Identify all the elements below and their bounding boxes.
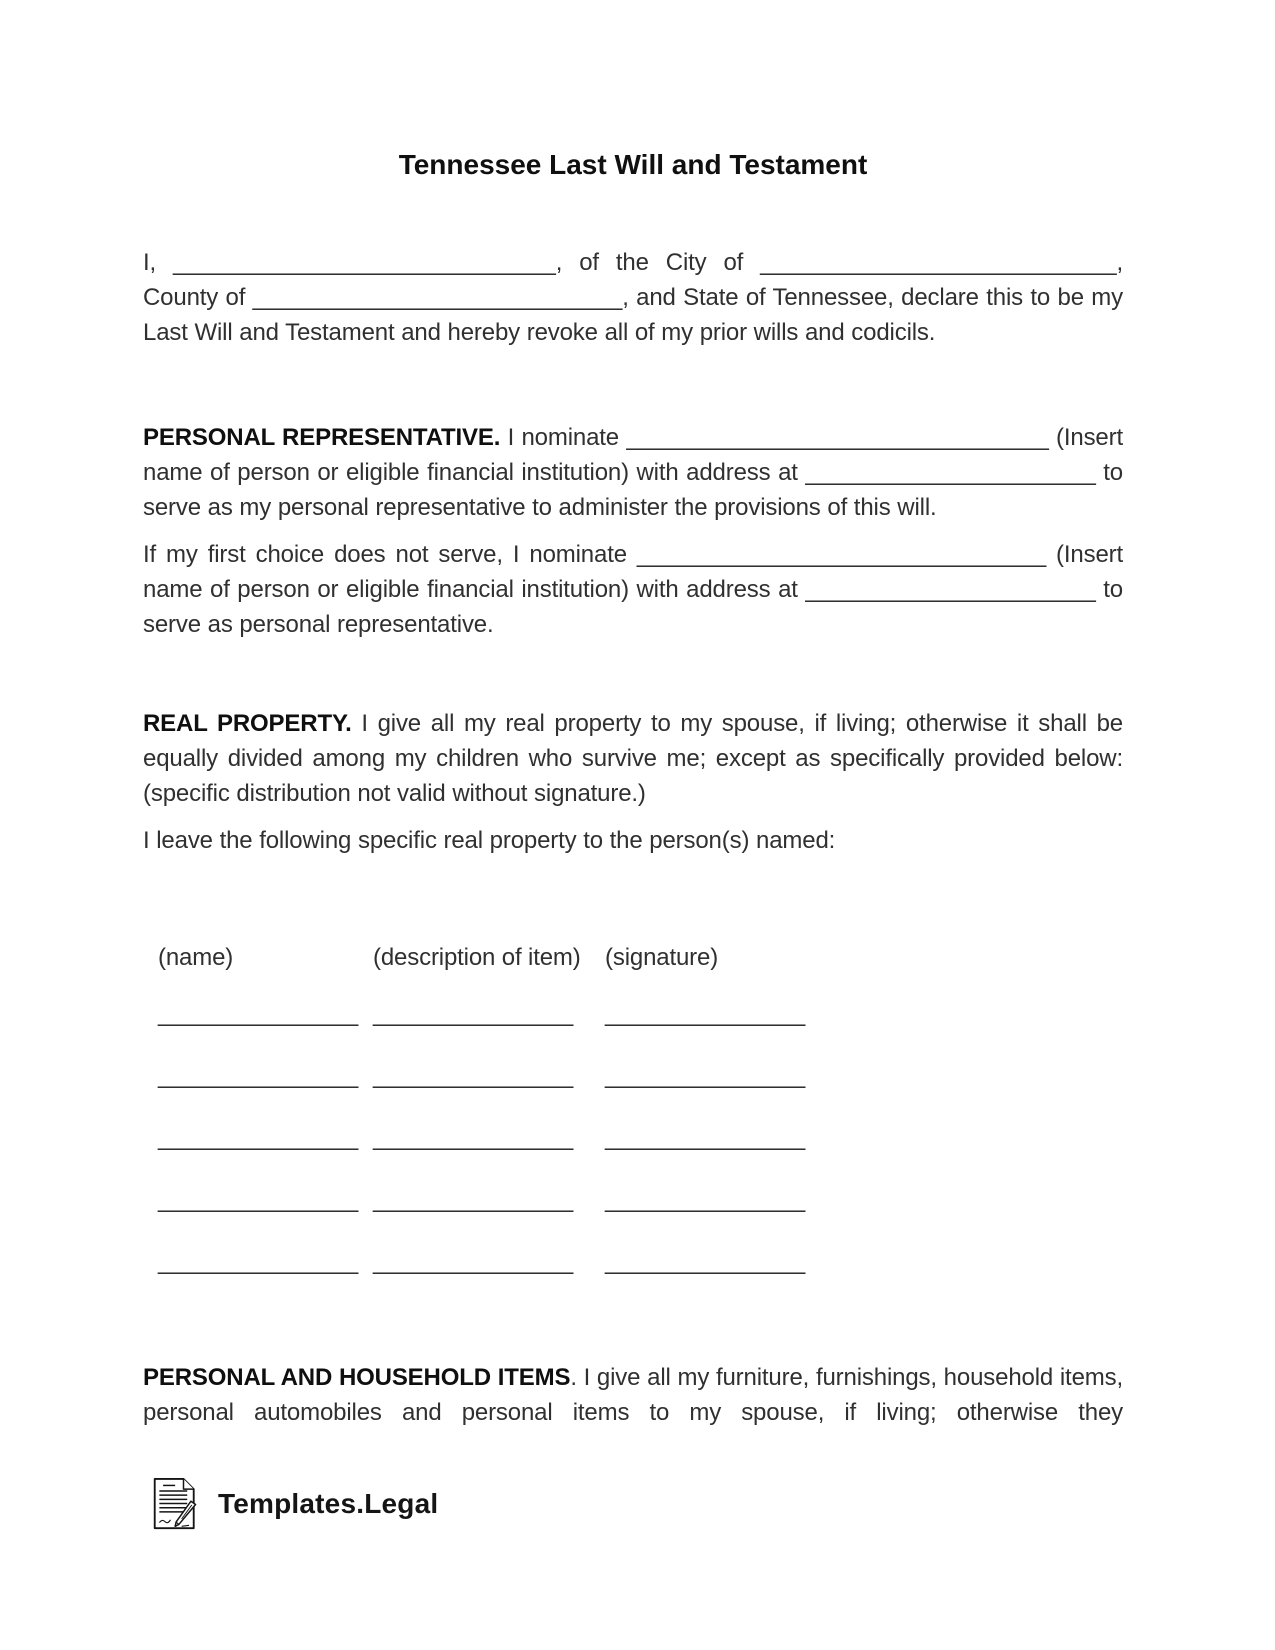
personal-representative-heading: PERSONAL REPRESENTATIVE. — [143, 424, 501, 451]
description-blank-line: _______________ — [373, 1000, 574, 1027]
alternate-representative-paragraph — [143, 537, 1123, 642]
personal-household-heading: PERSONAL AND HOUSEHOLD ITEMS — [143, 1364, 571, 1391]
description-blank-line: _______________ — [373, 1124, 574, 1151]
property-table-row — [143, 1120, 1123, 1155]
alternate-representative-text: If my first choice does not serve, I nominate _______________________________ (Insert name of person or eligible financial institution) with address at ______________________ to serve as personal representative. — [143, 541, 1123, 638]
signature-column-header: (signature) — [605, 944, 719, 971]
intro-paragraph — [143, 245, 1123, 350]
real-property-lead-in — [143, 823, 1123, 858]
property-table-row — [143, 1244, 1123, 1279]
real-property-heading: REAL PROPERTY. — [143, 710, 352, 737]
name-blank-line: _______________ — [158, 1000, 359, 1027]
page-title: Tennessee Last Will and Testament — [398, 149, 868, 180]
property-table-row — [143, 1058, 1123, 1093]
property-table-header — [143, 940, 1123, 975]
description-column-header: (description of item) — [373, 944, 581, 971]
name-blank-line: _______________ — [158, 1124, 359, 1151]
signature-blank-line: _______________ — [605, 1062, 806, 1089]
name-blank-line: _______________ — [158, 1248, 359, 1275]
personal-household-paragraph — [143, 1360, 1123, 1430]
description-blank-line: _______________ — [373, 1186, 574, 1213]
signature-blank-line: _______________ — [605, 1124, 806, 1151]
description-blank-line: _______________ — [373, 1062, 574, 1089]
brand-name: Templates.Legal — [218, 1488, 439, 1519]
signature-blank-line: _______________ — [605, 1186, 806, 1213]
personal-representative-paragraph — [143, 420, 1123, 525]
real-property-paragraph — [143, 706, 1123, 811]
name-column-header: (name) — [158, 944, 234, 971]
real-property-body: I give all my real property to my spouse, if living; otherwise it shall be equally divided among my children who survive me; except as specifically provided below: (specific distribution not valid without signature.) — [143, 710, 1123, 807]
personal-household-body: . I give all my furniture, furnishings, household items, personal automobiles and personal items to my spouse, if living; otherwise they — [143, 1364, 1123, 1426]
document-with-pen-icon — [151, 1476, 203, 1532]
property-table-row — [143, 996, 1123, 1031]
personal-representative-body: I nominate ________________________________ (Insert name of person or eligible financial institution) with address at ______________________ to serve as my personal representative to administer the provisions of this will. — [143, 424, 1123, 521]
signature-blank-line: _______________ — [605, 1000, 806, 1027]
signature-blank-line: _______________ — [605, 1248, 806, 1275]
property-table-row — [143, 1182, 1123, 1217]
description-blank-line: _______________ — [373, 1248, 574, 1275]
name-blank-line: _______________ — [158, 1062, 359, 1089]
intro-text: I, _____________________________, of the City of ___________________________, County of ____________________________, and State of Tennessee, declare this to be my Last Will and Testament and hereby revoke all of my prior wills and codicils. — [143, 249, 1123, 346]
lead-in-text: I leave the following specific real property to the person(s) named: — [143, 827, 836, 854]
name-blank-line: _______________ — [158, 1186, 359, 1213]
brand-footer — [151, 1476, 1123, 1532]
